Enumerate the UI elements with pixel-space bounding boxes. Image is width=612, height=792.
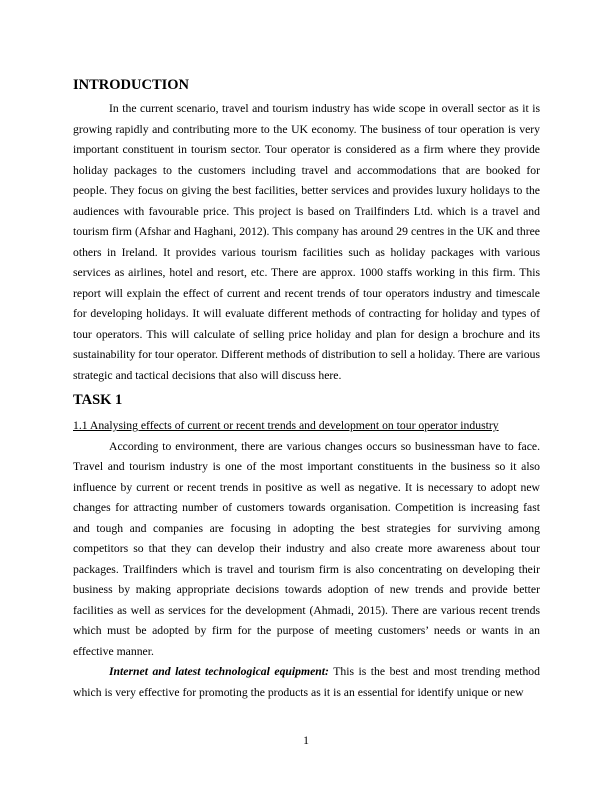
page-number: 1 [303,734,309,747]
task1-subheading: 1.1 Analysing effects of current or recent trends and development on tour operator industry [73,419,499,432]
introduction-paragraph: In the current scenario, travel and tourism industry has wide scope in overall sector as it is growing rapidly and contributing more to the UK economy. The business of tour operation is very important constituent in tourism sector. Tour operator is considered as a firm where they provide holiday packages to the customers including travel and accommodations that are booked for people. They focus on giving the best facilities, better services and provides luxury holidays to the audiences with favourable price. This project is based on Trailfinders Ltd. which is a travel and tourism firm (Afshar and Haghani, 2012). This company has around 29 centres in the UK and three others in Ireland. It provides various tourism facilities such as holiday packages with various services as airlines, hotel and resort, etc. There are approx. 1000 staffs working in this firm. This report will explain the effect of current and recent trends of tour operators industry and timescale for developing holidays. It will evaluate different methods of contracting for holiday and types of tour operators. This will calculate of selling price holiday and plan for design a brochure and its sustainability for tour operator. Different methods of distribution to sell a holiday. There are various strategic and tactical decisions that also will discuss here. [73,102,540,382]
trend-point-paragraph [73,662,540,703]
trend-point-lead: Internet and latest technological equipment: [109,665,329,678]
page-content [73,75,540,703]
introduction-heading: INTRODUCTION [73,77,190,93]
task1-paragraph: According to environment, there are various changes occurs so businessman have to face. Travel and tourism industry is one of the most important constituents in the business so it also influence by current or recent trends in positive as well as negative. It is necessary to adopt new changes for attracting number of customers towards organisation. Competition is increasing fast and tough and companies are focusing in adopting the best strategies for surviving among competitors so that they can develop their industry and also create more awareness about tour packages. Trailfinders which is travel and tourism firm is also concentrating on developing their business by making appropriate decisions towards adoption of new trends and provide better facilities as well as services for the development (Ahmadi, 2015). There are various recent trends which must be adopted by firm for the purpose of meeting customers’ needs or wants in an effective manner. [73,439,540,658]
trend-point-text: This is the best and most trending method which is very effective for promoting the products as it is an essential for identify unique or new [73,665,540,699]
task1-heading: TASK 1 [73,392,123,408]
